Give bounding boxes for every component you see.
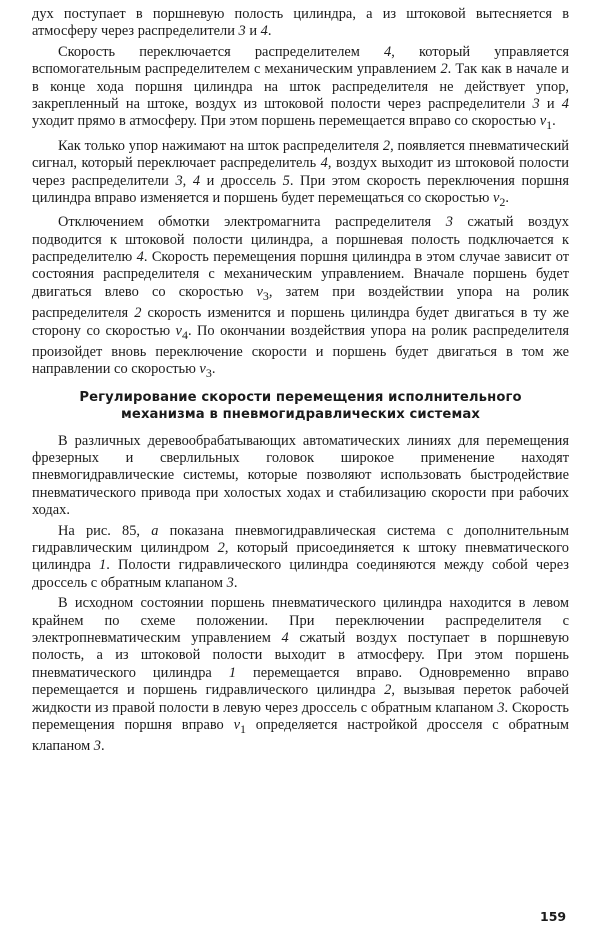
italic-term: 4 [561, 96, 569, 113]
italic-term: 2 [440, 61, 448, 78]
italic-term: 4 [384, 43, 392, 60]
text-run: , появляется пневматический сигнал, который переключает распределитель [32, 137, 569, 172]
text-run: , воздух выходит из штоковой полости через распределители [32, 155, 569, 189]
italic-term: v [199, 361, 206, 378]
text-run: , вызывая переток рабочей жидкости из правой полости в левую через дроссель с обратным клапаном [32, 682, 569, 716]
text-run: перемещается вправо. Одновременно вправо перемещается и поршень гидравлического цилиндра [32, 664, 569, 699]
text-run: . [101, 738, 105, 755]
italic-term: 1 [99, 557, 107, 574]
italic-term: v [492, 189, 500, 206]
italic-term: 4 [136, 249, 144, 266]
text-run: показана пневмогидравлическая система с дополнительным гидравлическим цилиндром [32, 522, 569, 556]
text-run: Как только упор нажимают на шток распределителя [58, 137, 383, 154]
text-run: , [182, 172, 193, 189]
italic-term: 4 [320, 155, 328, 172]
text-run: . [233, 574, 238, 591]
text-run: , который управляется вспомогательным распределителем с механическим управлением [32, 43, 569, 78]
text-run: . При этом скорость переключения поршня цилиндра вправо изменяется и поршень будет перемещаться со скоростью [32, 172, 569, 206]
paragraph [32, 595, 569, 756]
text-run: . [211, 361, 216, 378]
page-number: 159 [540, 909, 567, 924]
text-run: В различных деревообрабатывающих автоматических линиях для перемещения фрезерных и сверлильных головок широкое применение находят пневмогидравлические системы, которые позволяют использовать быстродействие пневматического привода при холостых ходах и стабилизацию скорости при рабочих ходах. [32, 432, 569, 519]
italic-term: 3 [226, 574, 234, 591]
text-run: Скорость переключается распределителем [58, 43, 385, 60]
subscript: 4 [181, 327, 188, 342]
section-heading [32, 389, 569, 423]
text-run: . Скорость перемещения поршня цилиндра в этом случае зависит от состояния распределителя с механическим управлением. Вначале поршень будет двигаться влево со скоростью [32, 249, 569, 300]
italic-term: 3 [445, 214, 453, 231]
text-run: и дроссель [200, 172, 283, 189]
italic-term: 1 [228, 664, 237, 681]
section-heading-line: Регулирование скорости перемещения исполнительного [79, 389, 522, 405]
paragraph [32, 523, 569, 593]
text-run: Отключением обмотки электромагнита распределителя [58, 214, 446, 231]
text-run: . Полости гидравлического цилиндра соединяются между собой через дроссель с обратным клапаном [32, 557, 569, 591]
text-run: . По окончании воздействия упора на ролик распределителя произойдет вновь переключение скорости и поршень будет двигаться в том же направлении со скоростью [32, 322, 569, 378]
text-run: сжатый воздух подводится к штоковой полости цилиндра, а поршневая полость подключается к распределителю [32, 214, 569, 266]
italic-term: 5 [282, 172, 290, 189]
italic-term: 2 [217, 539, 225, 556]
italic-term: 3 [238, 23, 246, 40]
text-run: На рис. 85, [58, 522, 152, 539]
text-run: . [552, 113, 556, 130]
paragraph [32, 138, 569, 212]
text-run: сжатый воздух поступает в поршневую полость, а из штоковой полости выходит в атмосферу. При этом поршень пневматического цилиндра [32, 629, 569, 681]
italic-term: 3 [497, 699, 505, 716]
text-run: В исходном состоянии поршень пневматического цилиндра находится в левом крайнем по схеме положении. При переключении распределителя с электропневматическим управлением [32, 595, 569, 646]
body-text [32, 6, 569, 759]
paragraph [32, 433, 569, 520]
paragraph [32, 214, 569, 382]
text-run: . Так как в начале и в конце хода поршня цилиндра на шток распределителя не действует упор, закрепленный на штоке, воздух из штоковой полости через распределители [32, 61, 569, 113]
text-run: , затем при воздействии упора на ролик распределителя [32, 283, 570, 322]
italic-term: 2 [384, 682, 392, 699]
italic-term: v [256, 283, 263, 300]
text-run: , который присоединяется к штоку пневматического цилиндра [32, 539, 569, 574]
subscript: 3 [205, 366, 212, 381]
italic-term: v [233, 717, 240, 733]
subscript: 1 [546, 118, 553, 133]
paragraph-continued [32, 6, 569, 41]
section-heading-line: механизма в пневмогидравлических системах [121, 406, 480, 422]
italic-term: а [151, 522, 159, 539]
italic-term: 3 [175, 172, 183, 189]
subscript: 2 [499, 194, 506, 209]
italic-term: 2 [382, 137, 391, 154]
italic-term: 3 [532, 96, 540, 113]
text-run: . [505, 189, 509, 206]
italic-term: 4 [192, 172, 201, 189]
italic-term: 2 [134, 305, 142, 322]
text-run: и [245, 23, 261, 40]
text-run: . Скорость перемещения поршня вправо [32, 699, 569, 733]
text-run: определяется настройкой дросселя с обратным клапаном [32, 717, 569, 755]
italic-term: 4 [281, 629, 289, 646]
text-run: уходит прямо в атмосферу. При этом поршень перемещается вправо со скоростью [32, 113, 540, 130]
paragraph [32, 44, 569, 135]
text-run: дух поступает в поршневую полость цилиндра, а из штоковой вытесняется в атмосферу через распределители [32, 6, 569, 40]
italic-term: 4 [260, 23, 268, 40]
subscript: 1 [239, 721, 246, 736]
text-run: и [539, 96, 562, 113]
text-run: . [267, 23, 272, 40]
subscript: 3 [262, 288, 269, 303]
italic-term: v [175, 322, 182, 339]
italic-term: 3 [93, 738, 101, 755]
text-run: скорость изменится и поршень цилиндра будет двигаться в ту же сторону со скоростью [32, 305, 570, 339]
italic-term: v [539, 113, 547, 130]
